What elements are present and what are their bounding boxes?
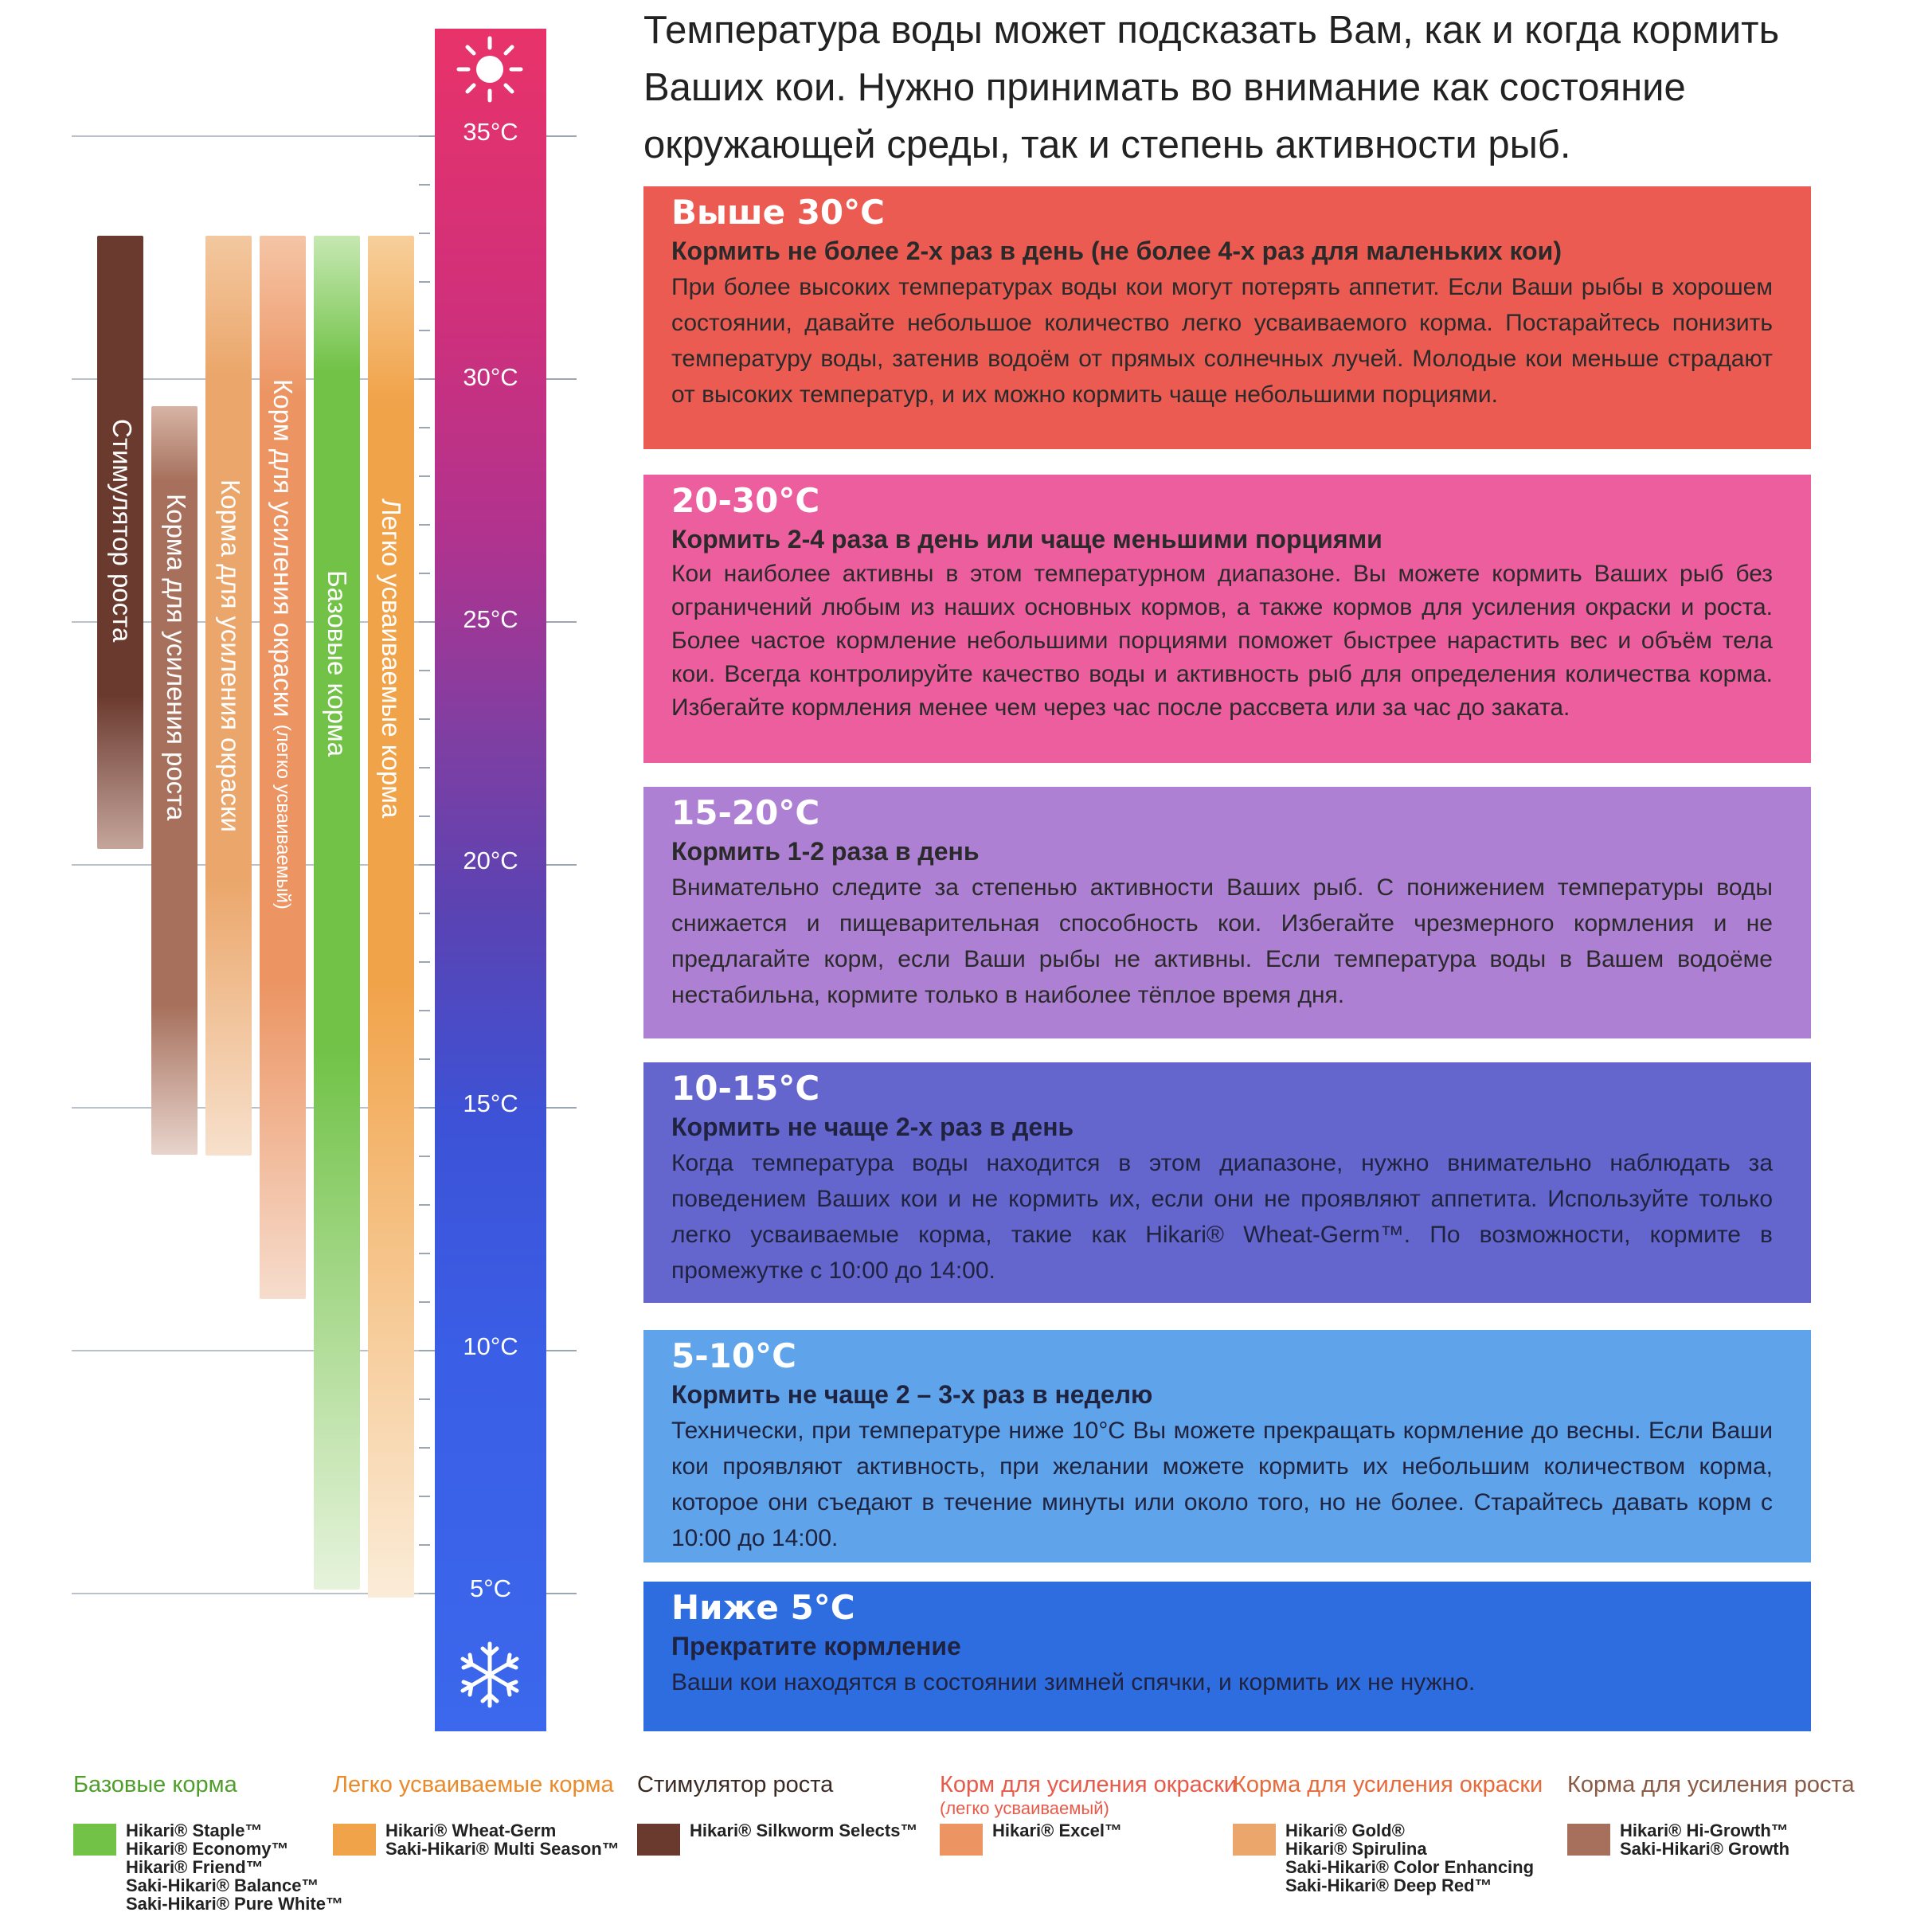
- zone-above-30: [643, 186, 1811, 449]
- tick: [419, 427, 430, 428]
- tick: [546, 1593, 577, 1594]
- legend-swatch: [940, 1824, 983, 1856]
- legend-color-easy: [940, 1772, 1238, 1840]
- bar-color-foods: [205, 236, 252, 1156]
- legend-heading: Стимулятор роста: [637, 1772, 834, 1797]
- tick: [546, 1350, 577, 1351]
- zone-subtitle: Кормить не более 2-х раз в день (не более 4-х раз для маленьких кои): [671, 237, 1562, 265]
- legend-growth-stimulator: [637, 1772, 918, 1840]
- tick: [419, 1593, 435, 1594]
- tick: [419, 1544, 430, 1546]
- tick: [419, 233, 430, 234]
- bar-label: Корм для усиления окраски (легко усваиваемый): [268, 379, 298, 909]
- legend-swatch: [637, 1824, 680, 1856]
- grid-line: [72, 135, 430, 137]
- legend-heading: Корм для усиления окраски: [940, 1772, 1238, 1797]
- temp-label-35: 35°C: [463, 118, 518, 146]
- legend-products: Hikari® Excel™: [992, 1821, 1122, 1840]
- bar-label: Легко усваиваемые корма: [377, 499, 406, 819]
- zone-title: Выше 30°C: [671, 193, 885, 232]
- bar-label: Базовые корма: [323, 570, 352, 757]
- legend-heading: Корма для усиления роста: [1567, 1772, 1855, 1797]
- tick: [419, 330, 430, 331]
- tick: [419, 1204, 430, 1206]
- legend-heading: Корма для усиления окраски: [1233, 1772, 1543, 1797]
- zone-subtitle: Кормить 2-4 раза в день или чаще меньшими порциями: [671, 525, 1383, 553]
- tick: [419, 621, 435, 623]
- legend-products: Hikari® Wheat-Germ Saki-Hikari® Multi Season™: [385, 1821, 620, 1859]
- tick: [546, 378, 577, 380]
- tick: [419, 913, 430, 914]
- tick: [419, 864, 435, 866]
- legend-heading: Легко усваиваемые корма: [333, 1772, 614, 1797]
- thermometer: [435, 29, 546, 1731]
- temp-label-5: 5°C: [469, 1574, 512, 1602]
- tick: [419, 524, 430, 526]
- temp-label-30: 30°C: [463, 363, 518, 391]
- zone-15-20: [643, 787, 1811, 1038]
- temp-label-15: 15°C: [463, 1089, 518, 1117]
- temp-label-20: 20°C: [463, 847, 518, 874]
- intro-text: Температура воды может подсказать Вам, как и когда кормить Ваших кои. Нужно принимать во внимание как состояние окружающей среды, так и степень активности рыб.: [643, 9, 1780, 166]
- tick: [419, 1496, 430, 1497]
- temp-label-25: 25°C: [463, 605, 518, 633]
- legend-swatch: [1233, 1824, 1276, 1856]
- legend-swatch: [1567, 1824, 1610, 1856]
- legend-color-foods: [1233, 1772, 1543, 1895]
- zone-body: Внимательно следите за степенью активности Ваших рыб. С понижением температуры воды снижается и пищеварительная способность кои. Избегайте чрезмерного кормления и не предлагайте корм, если Ваши рыбы не активны. Если температура воды в Вашем водоёме нестабильна, кормите только в наиболее тёплое время дня.: [671, 874, 1773, 1008]
- legend-products: Hikari® Hi-Growth™ Saki-Hikari® Growth: [1620, 1821, 1790, 1859]
- zone-20-30: [643, 475, 1811, 763]
- tick: [419, 1107, 435, 1109]
- zone-title: 15-20°C: [671, 793, 820, 832]
- tick: [419, 1301, 430, 1303]
- tick: [419, 767, 430, 768]
- tick: [546, 1107, 577, 1109]
- zone-body: Кои наиболее активны в этом температурном диапазоне. Вы можете кормить Ваших рыб без ограничений любым из наших основных кормов, а также кормов для усиления окраски и роста. Более частое кормление небольшими порциями поможет быстрее нарастить вес и объём тела кои. Всегда контролируйте качество воды и активность рыб для определения количества корма. Избегайте кормления менее чем через час после рассвета или за час до заката.: [671, 561, 1773, 721]
- tick: [419, 1447, 430, 1449]
- bar-color-food-easy: [260, 236, 306, 1299]
- zone-subtitle: Кормить не чаще 2 – 3-х раз в неделю: [671, 1380, 1153, 1409]
- tick: [419, 281, 430, 283]
- legend-easy-digestible: [333, 1772, 620, 1859]
- zone-10-15: [643, 1062, 1811, 1303]
- legend-subheading: (легко усваиваемый): [940, 1798, 1109, 1818]
- legend-swatch: [73, 1824, 116, 1856]
- tick: [419, 135, 435, 137]
- zone-subtitle: Кормить не чаще 2-х раз в день: [671, 1113, 1074, 1141]
- tick: [419, 718, 430, 720]
- sun-icon: [454, 33, 526, 105]
- bar-easy-digestible: [368, 236, 414, 1598]
- tick: [546, 135, 577, 137]
- zone-title: 10-15°C: [671, 1069, 820, 1108]
- temp-label-10: 10°C: [463, 1332, 518, 1360]
- tick: [419, 378, 435, 380]
- zone-title: 5-10°C: [671, 1336, 796, 1375]
- bar-basic-foods: [314, 236, 360, 1590]
- legend-products: Hikari® Gold® Hikari® Spirulina Saki-Hikari® Color Enhancing Saki-Hikari® Deep Red™: [1285, 1821, 1535, 1895]
- zone-title: 20-30°C: [671, 481, 820, 520]
- zone-subtitle: Кормить 1-2 раза в день: [671, 837, 980, 866]
- bar-label: Стимулятор роста: [108, 419, 137, 643]
- zone-body: При более высоких температурах воды кои могут потерять аппетит. Если Ваши рыбы в хорошем состоянии, давайте небольшое количество легко усваиваемого корма. Постарайтесь понизить температуру воды, затенив водоём от прямых солнечных лучей. Молодые кои меньше страдают от высоких температур, и их можно кормить чаще небольшими порциями.: [671, 274, 1773, 408]
- bar-label: Корма для усиления роста: [162, 494, 191, 821]
- zone-below-5: [643, 1582, 1811, 1731]
- tick: [419, 670, 430, 671]
- tick: [419, 475, 430, 477]
- zone-subtitle: Прекратите кормление: [671, 1632, 961, 1660]
- bar-growth-stimulator: [97, 236, 143, 849]
- zone-title: Ниже 5°C: [671, 1588, 855, 1627]
- tick: [419, 1010, 430, 1011]
- tick: [419, 1398, 430, 1400]
- legend-growth-foods: [1567, 1772, 1855, 1859]
- tick: [546, 621, 577, 623]
- tick: [419, 1156, 430, 1157]
- tick: [419, 961, 430, 963]
- tick: [419, 1058, 430, 1060]
- zone-body: Когда температура воды находится в этом диапазоне, нужно внимательно наблюдать за поведением Ваших кои и не кормить их, если они не проявляют аппетита. Используйте только легко усваиваемые корма, такие как Hikari® Wheat-Germ™. По возможности, кормите в промежутке с 10:00 до 14:00.: [671, 1150, 1773, 1284]
- zone-5-10: [643, 1330, 1811, 1562]
- tick: [419, 1253, 430, 1254]
- snowflake-icon: [454, 1639, 526, 1711]
- tick: [546, 864, 577, 866]
- zone-body: Технически, при температуре ниже 10°C Вы можете прекращать кормление до весны. Если Ваши кои проявляют активность, при желании можете кормить их небольшим количеством корма, которое они съедают в течение минуты или около того, но не более. Старайтесь давать корм с 10:00 до 14:00.: [671, 1418, 1773, 1551]
- legend-heading: Базовые корма: [73, 1772, 237, 1797]
- legend-swatch: [333, 1824, 376, 1856]
- legend-basic: [73, 1772, 343, 1914]
- tick: [419, 184, 430, 186]
- legend-products: Hikari® Silkworm Selects™: [690, 1821, 918, 1840]
- legend-products: Hikari® Staple™ Hikari® Economy™ Hikari® Friend™ Saki-Hikari® Balance™ Saki-Hikari® Pure White™: [126, 1821, 343, 1914]
- zone-body: Ваши кои находятся в состоянии зимней спячки, и кормить их не нужно.: [671, 1669, 1476, 1695]
- bar-growth-foods: [151, 406, 198, 1155]
- tick: [419, 573, 430, 574]
- bar-label: Корма для усиления окраски: [216, 479, 245, 832]
- tick: [419, 1350, 435, 1351]
- tick: [419, 815, 430, 817]
